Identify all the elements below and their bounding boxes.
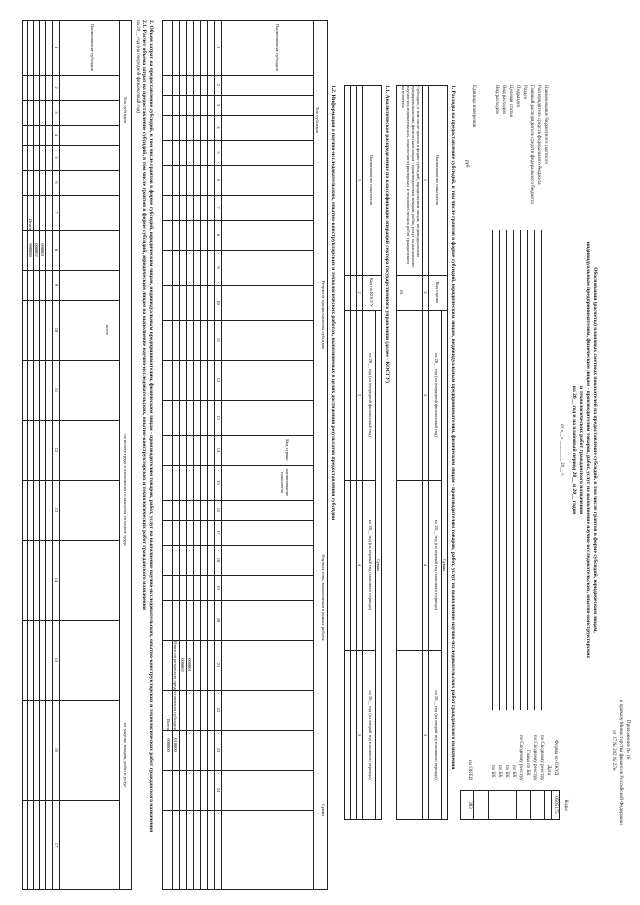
unit-value: руб: [464, 160, 469, 168]
s12-num-7: 7: [216, 206, 221, 209]
title-line-1: Обоснования (расчеты) плановых сметных показателей на предоставление субсидий, в том числе грантов в форме субсидий, юридическим лицам,: [592, 267, 598, 633]
s1-col-name: Наименование показателя: [435, 155, 440, 205]
s2-col-labor: на оплату труда и начисления на выплаты по оплате труда: [123, 434, 128, 546]
s11-year-2: на 20__ год (на второй год планового периода): [368, 690, 373, 780]
codes-row-2: Глава по БК: [525, 750, 530, 776]
s2-col-name: Наименование субсидии: [90, 23, 95, 72]
title-line-4: на 20__ год и на плановый период 20__ и 20__ годов: [571, 385, 577, 515]
s12-num-19: 19: [216, 585, 221, 590]
annex-line-2: к приказу Министерства финансов Российской Федерации: [618, 700, 623, 825]
s2-num-5: 5: [54, 156, 59, 159]
s2-num-6: 6: [54, 181, 59, 184]
s11-num-5: 5: [357, 733, 362, 737]
s12-num-12: 12: [216, 377, 221, 383]
s12-num-16: 16: [216, 507, 221, 513]
s12-num-23: 23: [216, 747, 221, 753]
s2-num-17: 17: [54, 842, 59, 848]
s2-col-type: Тип субсидии: [123, 96, 128, 124]
s2-num-1: 1: [54, 46, 59, 49]
s12-num-14: 14: [216, 447, 221, 453]
s2-total-3: 900000: [28, 243, 33, 257]
codes-row-3: по Сводному реестру: [518, 735, 523, 781]
title-line-2: индивидуальным предпринимателям, физическим лицам - производителям товаров, работ, услуг на выполнение научно-исследовательских, опытно-конструкторских: [585, 241, 591, 659]
meta-label-8: Единица измерения: [471, 85, 476, 128]
section11-title: 1.1. Аналитическое распределение по классификации операций сектора государственного управления (далее - КОСГУ): [384, 85, 390, 383]
meta-label-6: Вид расходов: [501, 85, 506, 114]
s1-col-sum: Сумма: [442, 558, 447, 572]
s12-total-0: 000001: [187, 658, 192, 672]
s11-year-1: на 20__ год (на первый год планового периода): [368, 519, 373, 611]
s12-num-10: 10: [216, 300, 221, 305]
s2-num-9: 9: [54, 283, 59, 287]
codes-row-4: по БК: [511, 765, 516, 778]
s12-num-1: 1: [216, 46, 221, 49]
s11-num-1: 1: [357, 178, 362, 182]
s12-num-5: 5: [216, 151, 221, 154]
s12-num-4: 4: [216, 126, 221, 129]
s12-num-2: 2: [216, 83, 221, 87]
s12-num-3: 3: [216, 103, 221, 107]
codes-row-1: по Сводному реестру: [532, 735, 537, 781]
s12-total-code-1: 900000: [166, 738, 171, 752]
codes-row-6: по БК: [497, 765, 502, 778]
annex-line-1: Приложение № 1Б: [625, 720, 630, 760]
s12-num-8: 8: [216, 233, 221, 237]
s12-total-2: Итого по результату предоставления субсидии: [173, 640, 178, 730]
codes-row-0: по Сводному реестру: [539, 735, 544, 781]
s12-num-22: 22: [216, 707, 221, 713]
s1-col-code: Код строки: [435, 281, 440, 304]
s12-num-9: 9: [216, 266, 221, 269]
s12-num-13: 13: [216, 415, 221, 420]
s12-col-result: Результат предоставления субсидии: [321, 280, 326, 350]
s1-num-5: 5: [423, 733, 428, 737]
s2-num-14: 14: [54, 577, 59, 583]
s1-year-0: на 20__ год (на очередной финансовый год): [434, 353, 439, 437]
s12-col-indicator: наименование показателя: [280, 468, 290, 497]
s12-num-20: 20: [216, 617, 221, 623]
s2-num-15: 15: [54, 657, 59, 663]
meta-label-3: Раздел: [522, 85, 527, 100]
s2-num-3: 3: [54, 111, 59, 114]
s12-num-21: 21: [216, 662, 221, 668]
codes-box: [460, 790, 560, 820]
s2-num-4: 4: [54, 133, 59, 137]
meta-label-7: Вид расходов: [494, 85, 499, 114]
s11-num-4: 4: [357, 563, 362, 567]
s2-num-8: 8: [54, 248, 59, 252]
title-date: от «__» ________ 20__ г.: [559, 423, 564, 477]
s11-num-2: 2: [357, 291, 362, 294]
s11-col-code: Код по КОСГУ: [369, 277, 374, 308]
s12-num-15: 15: [216, 480, 221, 485]
s1-num-1: 1: [423, 178, 428, 182]
codes-header: Коды: [563, 799, 568, 811]
section2-period: на 20__ год (на очередной финансовый год): [135, 20, 140, 114]
s12-total-3: Всего: [166, 718, 171, 730]
s2-num-7: 7: [54, 211, 59, 214]
s12-num-6: 6: [216, 178, 221, 182]
codes-row-8: по ОКЕИ: [467, 760, 472, 781]
codes-row-7: по БК: [490, 765, 495, 778]
s2-num-2: 2: [54, 86, 59, 89]
s12-num-24: 24: [216, 787, 221, 793]
codes-form-value: 0505175: [553, 796, 558, 814]
s1-year-1: на 20__ год (на первый год планового периода): [434, 519, 439, 611]
codes-form-label: Форма по ОКУД: [553, 740, 558, 776]
s2-num-12: 12: [54, 447, 59, 453]
s2-col-goods: на закупку товаров, работ и услуг: [123, 722, 128, 788]
s11-year-0: на 20__ год (на очередной финансовый год): [368, 353, 373, 437]
s11-num-3: 3: [357, 393, 362, 397]
s2-col-total: всего: [105, 324, 110, 336]
s12-num-17: 17: [216, 530, 221, 535]
s2-num-16: 16: [54, 747, 59, 753]
s11-col-name: Наименование показателя: [369, 155, 374, 205]
s11-col-sum: Сумма: [376, 558, 381, 572]
title-line-3: и технологических работ гражданского назначения: [578, 386, 584, 514]
codes-okei-value: 383: [467, 801, 472, 809]
s12-col-direction: Научная тема, выполняемая в рамках работы: [321, 554, 326, 641]
annex-line-3: от 17 № 202 № 27н: [611, 730, 616, 771]
s1-year-2: на 20__ год (на второй год планового периода): [434, 690, 439, 780]
s1-num-2: 2: [423, 291, 428, 294]
s12-col-code: Код строки: [285, 439, 290, 461]
codes-date-label: Дата: [546, 765, 551, 775]
s1-row-text: Субсидии, в том числе гранты в форме субсидий, юридическим лицам, индивидуальным предпринимателям, физическим лицам - производителям товаров, работ, услуг на выполнение научно-исследовательских, опытно-конструкторских и технологических работ гражданского назначения: [401, 86, 421, 268]
meta-label-1: Распорядитель средств федерального бюджета: [536, 85, 541, 185]
s2-num-13: 13: [54, 507, 59, 513]
s1-num-3: 3: [423, 393, 428, 397]
s1-num-4: 4: [423, 563, 428, 567]
s2-total-1: 000002: [34, 243, 39, 257]
meta-label-5: Целевая статья: [508, 85, 513, 117]
meta-label-4: Подраздел: [515, 85, 520, 108]
s12-total-code-0: 010000: [173, 738, 178, 752]
s12-total-1: 000002: [180, 658, 185, 672]
section12-title: 1.2. Информация о научно-исследовательских, опытно-конструкторских и технологических работах, выполняемых в целях достижения результатов предоставления субсидии: [330, 85, 336, 521]
section2-title: 2. Объем затрат на предоставление субсидий, в том числе грантов в форме субсидий, юридическим лицам, индивидуальным предпринимателям, физическим лицам - производителям товаров, работ, услуг на выполнение научно-исследовательских, опытно-конструкторских и технологических работ гражданского назначения: [148, 20, 154, 833]
s12-col-sum: Сумма: [321, 803, 326, 817]
meta-label-2: Главный распорядитель средств федерального бюджета: [529, 85, 534, 204]
s2-total-2: Итого: [28, 218, 33, 230]
s12-col-name: Наименование субсидии: [275, 23, 280, 72]
s2-num-10: 10: [54, 327, 59, 333]
s2-num-11: 11: [54, 387, 59, 393]
codes-row-5: по БК: [504, 765, 509, 778]
meta-label-0: Наименование бюджетного сметного: [543, 85, 548, 165]
section1-title: 1. Расходы на предоставление субсидий, в том числе грантов в форме субсидий, юридическим лицам, индивидуальным предпринимателям, физическим лицам - производителям товаров, работ, услуг на выполнение научно-исследовательских работ гражданского назначения: [450, 85, 456, 770]
section2-subtitle: 2.1. Расчет объема затрат на предоставление субсидий, в том числе грантов в форме субсидий, юридическим лицам на выполнение научно-исследовательских, опытно-конструкторских и технологических работ гражданского назначения: [141, 20, 147, 610]
s1-row-code: 01: [399, 290, 404, 295]
s2-total-0: 000001: [40, 243, 45, 257]
s12-num-11: 11: [216, 337, 221, 343]
s12-col-type: Тип субсидии: [315, 106, 320, 134]
s12-num-18: 18: [216, 557, 221, 563]
